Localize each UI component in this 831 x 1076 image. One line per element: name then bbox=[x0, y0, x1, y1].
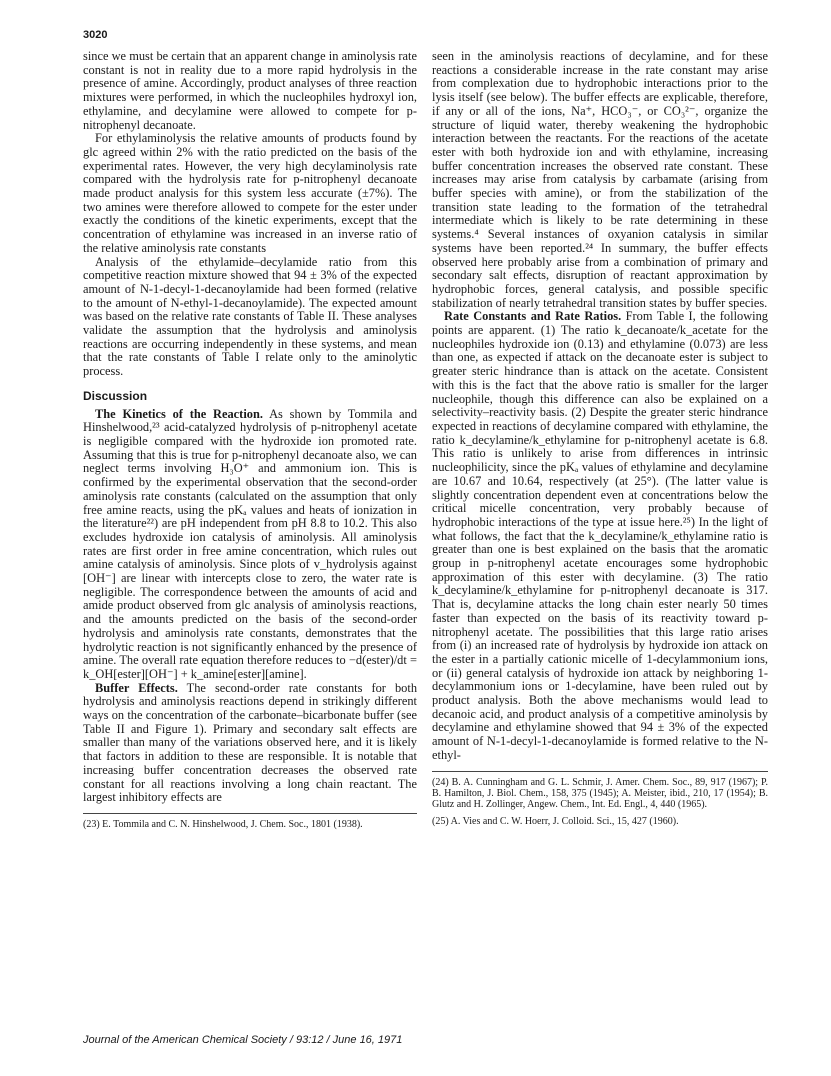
paragraph: seen in the aminolysis reactions of decylamine, and for these reactions a considerable increase in the rate constant may arise from complexation due to hydrophobic interactions prior to the lysis itself (see below). The buffer effects are explicable, therefore, if any or all of the ions, Na⁺, HCO₃⁻, or CO₃²⁻, organize the structure of liquid water, thereby weakening the hydrophobic interaction between the reactants. For the reactions of the acetate ester with both hydroxide ion and with ethylamine, increasing buffer concentration increases the observed rate constant. These increases may arise from catalysis by carbamate (arising from buffer species with amine), or from the stabilization of the transition state leading to the formation of the tetrahedral intermediate which is likely to be rate determining in these systems.⁴ Several instances of oxyanion catalysis in similar systems have been reported.²⁴ In summary, the buffer effects observed here probably arise from a combination of primary and secondary salt effects, disruption of reactant approximation by hydrophobic forces, general catalysis, and possible specific stabilization of nearly tetrahedral transition states by buffer species. bbox=[432, 49, 768, 310]
paragraph-text: The second-order rate constants for both hydrolysis and aminolysis reactions depend in strikingly different ways on the concentration of the carbonate–bicarbonate buffer (see Table II and Figure 1). Primary and secondary salt effects are smaller than many of the variations observed here, and it is likely that factors in addition to these are responsible. It is notable that increasing buffer concentration decreases the observed rate constant for all reactions involving a long chain reactant. The largest inhibitory effects are bbox=[83, 680, 418, 805]
footnote-divider bbox=[83, 813, 417, 814]
journal-footer: Journal of the American Chemical Society / 93:12 / June 16, 1971 bbox=[83, 1034, 403, 1046]
run-in-heading: Rate Constants and Rate Ratios. bbox=[444, 309, 622, 324]
footnote-24: (24) B. A. Cunningham and G. L. Schmir, J. Amer. Chem. Soc., 89, 917 (1967); P. B. Hamilton, J. Biol. Chem., 158, 375 (1945); A. Meister, ibid., 210, 17 (1954); B. Glutz and H. Zollinger, Angew. Chem., Int. Ed. Engl., 4, 440 (1965). bbox=[432, 776, 768, 811]
paragraph-kinetics bbox=[83, 408, 417, 682]
paragraph-buffer bbox=[83, 682, 417, 805]
page-number: 3020 bbox=[83, 29, 108, 41]
run-in-heading: Buffer Effects. bbox=[95, 680, 178, 695]
paragraph-text: From Table I, the following points are apparent. (1) The ratio k_decanoate/k_acetate for the nucleophiles hydroxide ion (0.13) and ethylamine (0.073) are less than one, as expected if attack on the decanoate ester is subject to greater steric hindrance than is attack on the acetate. Consistent with this is the fact that the above ratio is smaller for the larger nucleophile, though this difference can also be explained on a selectivity–reactivity basis. (2) Despite the greater steric hindrance expected in reactions of decylamine compared with ethylamine, the ratio k_decylamine/k_ethylamine for p-nitrophenyl acetate is 6.8. This ratio is unlikely to arise from differences in intrinsic nucleophilicity, since the pKₐ values of ethylamine and decylamine are 10.67 and 10.64, respectively (at 25°). (The latter value is slightly concentration dependent even at concentrations below the critical micelle concentration, very probably because of hydrophobic interactions of the type at issue here.²⁵) In the light of what follows, the fact that the k_decylamine/k_ethylamine ratio is greater than one is best explained on the basis that the aromatic group in p-nitrophenyl acetate encourages some hydrophobic approximation of this ester with decylamine. (3) The ratio k_decylamine/k_ethylamine for p-nitrophenyl decanoate is 317. That is, decylamine attacks the long chain ester nearly 50 times faster than expected on the basis of its reactivity toward p-nitrophenyl acetate. The possibilities that this large ratio arises from (i) an increased rate of hydrolysis by hydroxide ion attack on the ester in a partially cationic micelle of 1-decylammonium ions, or (ii) general catalysis of hydroxide ion attack by neighboring 1-decylammonium ions or 1-decylamine, have been ruled out by product analysis. Both the above mechanisms would lead to decanoic acid, and product analysis of a competitive aminolysis by decylamine and ethylamine showed that 94 ± 3% of the expected amount of N-1-decyl-1-decanoylamide is formed relative to the N-ethyl- bbox=[432, 309, 768, 762]
paragraph-rate-constants bbox=[432, 310, 768, 762]
paragraph: For ethylaminolysis the relative amounts of products found by glc agreed within 2% with the ratio predicted on the basis of the experimental rates. However, the very high decylaminolysis rate compared with the hydrolysis rate for p-nitrophenyl decanoate made product analysis for this system less accurate (±7%). The two amines were therefore allowed to compete for the ester under exactly the conditions of the kinetic experiments, except that the concentration of ethylamine was increased in an inverse ratio of the relative aminolysis rate constants bbox=[83, 131, 417, 255]
paragraph-text: As shown by Tommila and Hinshelwood,²³ acid-catalyzed hydrolysis of p-nitrophenyl acetate is negligible compared with the hydroxide ion promoted rate. Assuming that this is true for p-nitrophenyl decanoate also, we can neglect terms involving H₃O⁺ and ammonium ion. This is confirmed by the experimental observation that the second-order aminolysis rate constants (calculated on the assumption that only free amine reacts, using the pKₐ values and heats of ionization in the literature²²) are pH independent from pH 8.8 to 10.2. This also excludes hydroxide ion catalysis of aminolysis. All aminolysis rates are first order in free amine concentration, which rules out amine catalysis of aminolysis. Since plots of v_hydrolysis against [OH⁻] are linear with intercepts close to zero, the water rate is negligible. The correspondence between the amounts of acid and amide product observed from glc analysis of aminolysis reactions, and the amounts predicted on the basis of the second-order hydrolysis and aminolysis rate constants, demonstrates that the hydrolytic reaction is not significantly enhanced by the presence of amine. The overall rate equation therefore reduces to −d(ester)/dt = k_OH[ester][OH⁻] + k_amine[ester][amine]. bbox=[83, 406, 418, 681]
run-in-heading: The Kinetics of the Reaction. bbox=[95, 406, 263, 421]
paragraph: Analysis of the ethylamide–decylamide ratio from this competitive reaction mixture showed that 94 ± 3% of the expected amount of N-1-decyl-1-decanoylamide had been formed (relative to the amount of N-ethyl-1-decanoylamide). The expected amount was based on the relative rate constants of Table II. These analyses validate the assumption that the hydrolysis and aminolysis reactions are occurring independently in these systems, and mean that the rate constants of Table I relate only to the aminolytic process. bbox=[83, 254, 417, 379]
left-column bbox=[83, 50, 417, 830]
right-column bbox=[432, 50, 768, 827]
footnote-divider bbox=[432, 771, 768, 772]
footnote-23: (23) E. Tommila and C. N. Hinshelwood, J. Chem. Soc., 1801 (1938). bbox=[83, 818, 363, 830]
section-heading-discussion: Discussion bbox=[83, 388, 148, 403]
paragraph: since we must be certain that an apparent change in aminolysis rate constant is not in reality due to a more rapid hydrolysis in the presence of amine. Accordingly, product analyses of three reaction mixtures were performed, in which the nucleophiles hydroxyl ion, ethylamine, and decylamine were allowed to compete for p-nitrophenyl decanoate. bbox=[83, 49, 417, 132]
footnote-25: (25) A. Vies and C. W. Hoerr, J. Colloid. Sci., 15, 427 (1960). bbox=[432, 815, 679, 827]
